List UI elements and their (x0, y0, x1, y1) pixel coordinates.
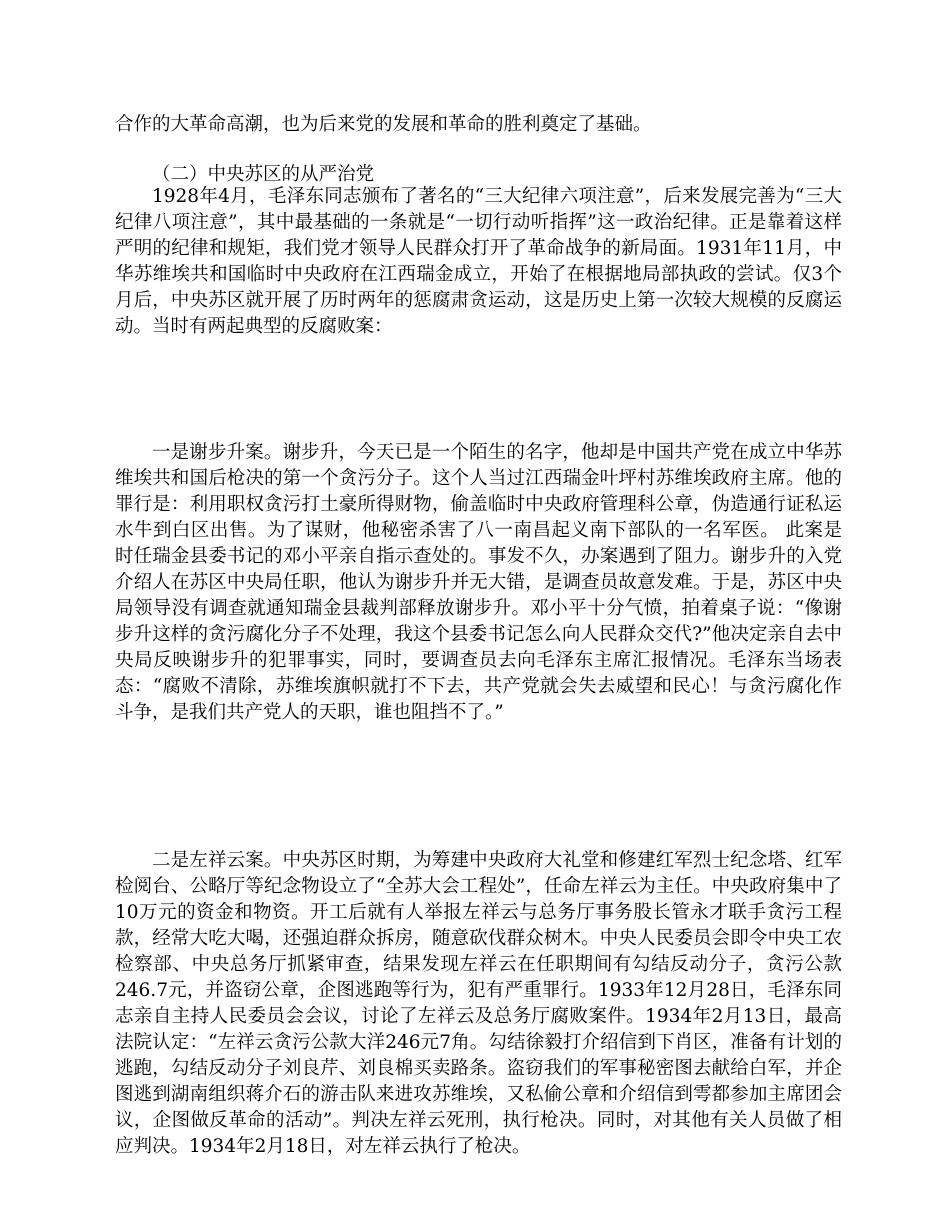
body-paragraph-2: 一是谢步升案。谢步升，今天已是一个陌生的名字，他却是中国共产党在成立中华苏维埃共和国后枪决的第一个贪污分子。这个人当过江西瑞金叶坪村苏维埃政府主席。他的罪行是：利用职权贪污打土豪所得财物，偷盖临时中央政府管理科公章，伪造通行证私运水牛到白区出售。为了谋财，他秘密杀害了八一南昌起义南下部队的一名军医。 此案是时任瑞金县委书记的邓小平亲自指示查处的。事发不久，办案遇到了阻力。谢步升的入党介绍人在苏区中央局任职，他认为谢步升并无大错，是调查员故意发难。于是，苏区中央局领导没有调查就通知瑞金县裁判部释放谢步升。邓小平十分气愤，拍着桌子说：“像谢步升这样的贪污腐化分子不处理，我这个县委书记怎么向人民群众交代?”他决定亲自去中央局反映谢步升的犯罪事实，同时，要调查员去向毛泽东主席汇报情况。毛泽东当场表态：“腐败不清除，苏维埃旗帜就打不下去，共产党就会失去威望和民心！与贪污腐化作斗争，是我们共产党人的天职，谁也阻挡不了。” (115, 442, 842, 723)
body-paragraph-3: 二是左祥云案。中央苏区时期，为筹建中央政府大礼堂和修建红军烈士纪念塔、红军检阅台、公略厅等纪念物设立了“全苏大会工程处”，任命左祥云为主任。中央政府集中了10万元的资金和物资。开工后就有人举报左祥云与总务厅事务股长管永才联手贪污工程款，经常大吃大喝，还强迫群众拆房，随意砍伐群众树木。中央人民委员会即令中央工农检察部、中央总务厅抓紧审查，结果发现左祥云在任职期间有勾结反动分子，贪污公款246.7元，并盗窃公章，企图逃跑等行为，犯有严重罪行。1933年12月28日，毛泽东同志亲自主持人民委员会会议，讨论了左祥云及总务厅腐败案件。1934年2月13日，最高法院认定：“左祥云贪污公款大洋246元7角。勾结徐毅打介绍信到下肖区，准备有计划的逃跑，勾结反动分子刘良芹、刘良棉买卖路条。盗窃我们的军事秘密图去献给白军，并企图逃到湖南组织蒋介石的游击队来进攻苏维埃，又私偷公章和介绍信到雩都参加主席团会议，企图做反革命的活动”。判决左祥云死刑，执行枪决。同时，对其他有关人员做了相应判决。1934年2月18日，对左祥云执行了枪决。 (115, 850, 842, 1157)
body-paragraph-1: 1928年4月，毛泽东同志颁布了著名的“三大纪律六项注意”，后来发展完善为“三大纪律八项注意”，其中最基础的一条就是“一切行动听指挥”这一政治纪律。正是靠着这样严明的纪律和规矩，我们党才领导人民群众打开了革命战争的新局面。1931年11月，中华苏维埃共和国临时中央政府在江西瑞金成立，开始了在根据地局部执政的尝试。仅3个月后，中央苏区就开展了历时两年的惩腐肃贪运动，这是历史上第一次较大规模的反腐运动。当时有两起典型的反腐败案： (115, 186, 842, 337)
continuation-paragraph: 合作的大革命高潮，也为后来党的发展和革命的胜利奠定了基础。 (115, 114, 652, 135)
section-heading: （二）中央苏区的从严治党 (152, 164, 375, 185)
